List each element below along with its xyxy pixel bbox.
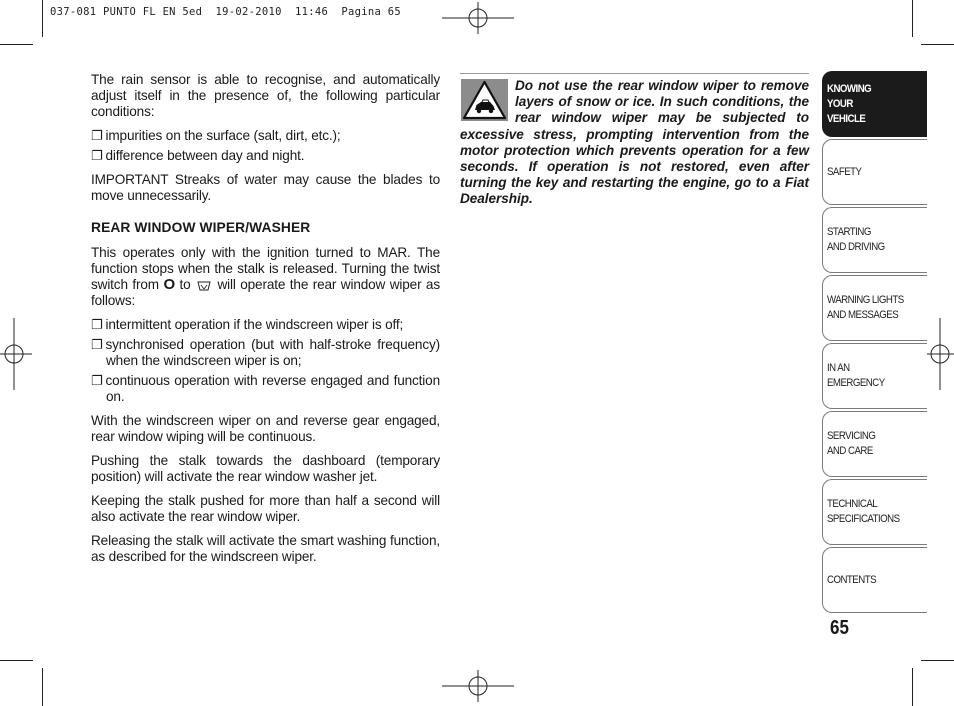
registration-mark-bottom <box>442 670 514 702</box>
crop-mark <box>912 0 913 37</box>
checkbox-bullet-icon: ❐ <box>91 128 103 143</box>
reverse-paragraph: With the windscreen wiper on and reverse gear engaged, rear window wiping will be continuous. <box>91 413 440 444</box>
rain-sensor-intro: The rain sensor is able to recognise, and automatically adjust itself in the presence of, the following particular conditions: <box>91 72 440 119</box>
section-title: REAR WINDOW WIPER/WASHER <box>91 220 311 235</box>
tab-knowing-your-vehicle[interactable]: KNOWING YOUR VEHICLE <box>822 71 927 137</box>
push-paragraph: Pushing the stalk towards the dashboard (temporary position) will activate the rear window washer jet. <box>91 453 440 484</box>
crop-mark <box>912 668 913 706</box>
tab-warning-lights-and-messages[interactable]: WARNING LIGHTS AND MESSAGES <box>822 275 927 341</box>
crop-mark <box>0 44 33 45</box>
checkbox-bullet-icon: ❐ <box>91 373 103 388</box>
list-item: ❐ impurities on the surface (salt, dirt, etc.); <box>91 128 341 143</box>
list-item: ❐ difference between day and night. <box>91 148 305 163</box>
tab-technical-specifications[interactable]: TECHNICAL SPECIFICATIONS <box>822 479 927 545</box>
off-position-symbol: O <box>163 276 175 293</box>
keep-paragraph: Keeping the stalk pushed for more than half a second will also activate the rear window wiper. <box>91 493 440 524</box>
tab-safety[interactable]: SAFETY <box>822 139 927 205</box>
warning-text: Do not use the rear window wiper to remove layers of snow or ice. In such conditions, the rear window wiper may be subjected to excessive stress, prompting intervention from the motor protection which prevents operation for a few seconds. If operation is not restored, even after turning the key and restarting the engine, go to a Fiat Dealership. <box>460 78 809 207</box>
rear-wiper-icon <box>197 280 211 291</box>
checkbox-bullet-icon: ❐ <box>91 337 103 352</box>
checkbox-bullet-icon: ❐ <box>91 148 103 163</box>
list-item: ❐ synchronised operation (but with half-stroke frequency) when the windscreen wiper is on; <box>91 337 440 368</box>
print-header: 037-081 PUNTO FL EN 5ed 19-02-2010 11:46 Pagina 65 <box>50 6 401 18</box>
tab-servicing-and-care[interactable]: SERVICING AND CARE <box>822 411 927 477</box>
left-column <box>91 72 440 573</box>
crop-mark <box>921 660 954 661</box>
tab-in-an-emergency[interactable]: IN AN EMERGENCY <box>822 343 927 409</box>
checkbox-bullet-icon: ❐ <box>91 317 103 332</box>
list-item: ❐ intermittent operation if the windscreen wiper is off; <box>91 317 404 332</box>
registration-mark-left <box>0 318 32 390</box>
important-note: IMPORTANT Streaks of water may cause the blades to move unnecessarily. <box>91 172 440 203</box>
tab-starting-and-driving[interactable]: STARTING AND DRIVING <box>822 207 927 273</box>
registration-mark-top <box>442 2 514 34</box>
crop-mark <box>42 0 43 37</box>
operation-paragraph: This operates only with the ignition turned to MAR. The function stops when the stalk is released. Turning the twist switch from O to will operate the rear window wiper as follows: <box>91 245 440 308</box>
crop-mark <box>42 668 43 706</box>
list-item: ❐ continuous operation with reverse engaged and function on. <box>91 373 440 404</box>
crop-mark <box>921 44 954 45</box>
page-number: 65 <box>830 617 849 639</box>
tab-contents[interactable]: CONTENTS <box>822 547 927 613</box>
warning-rule <box>460 73 809 74</box>
release-paragraph: Releasing the stalk will activate the smart washing function, as described for the windscreen wiper. <box>91 533 440 564</box>
crop-mark <box>0 660 33 661</box>
